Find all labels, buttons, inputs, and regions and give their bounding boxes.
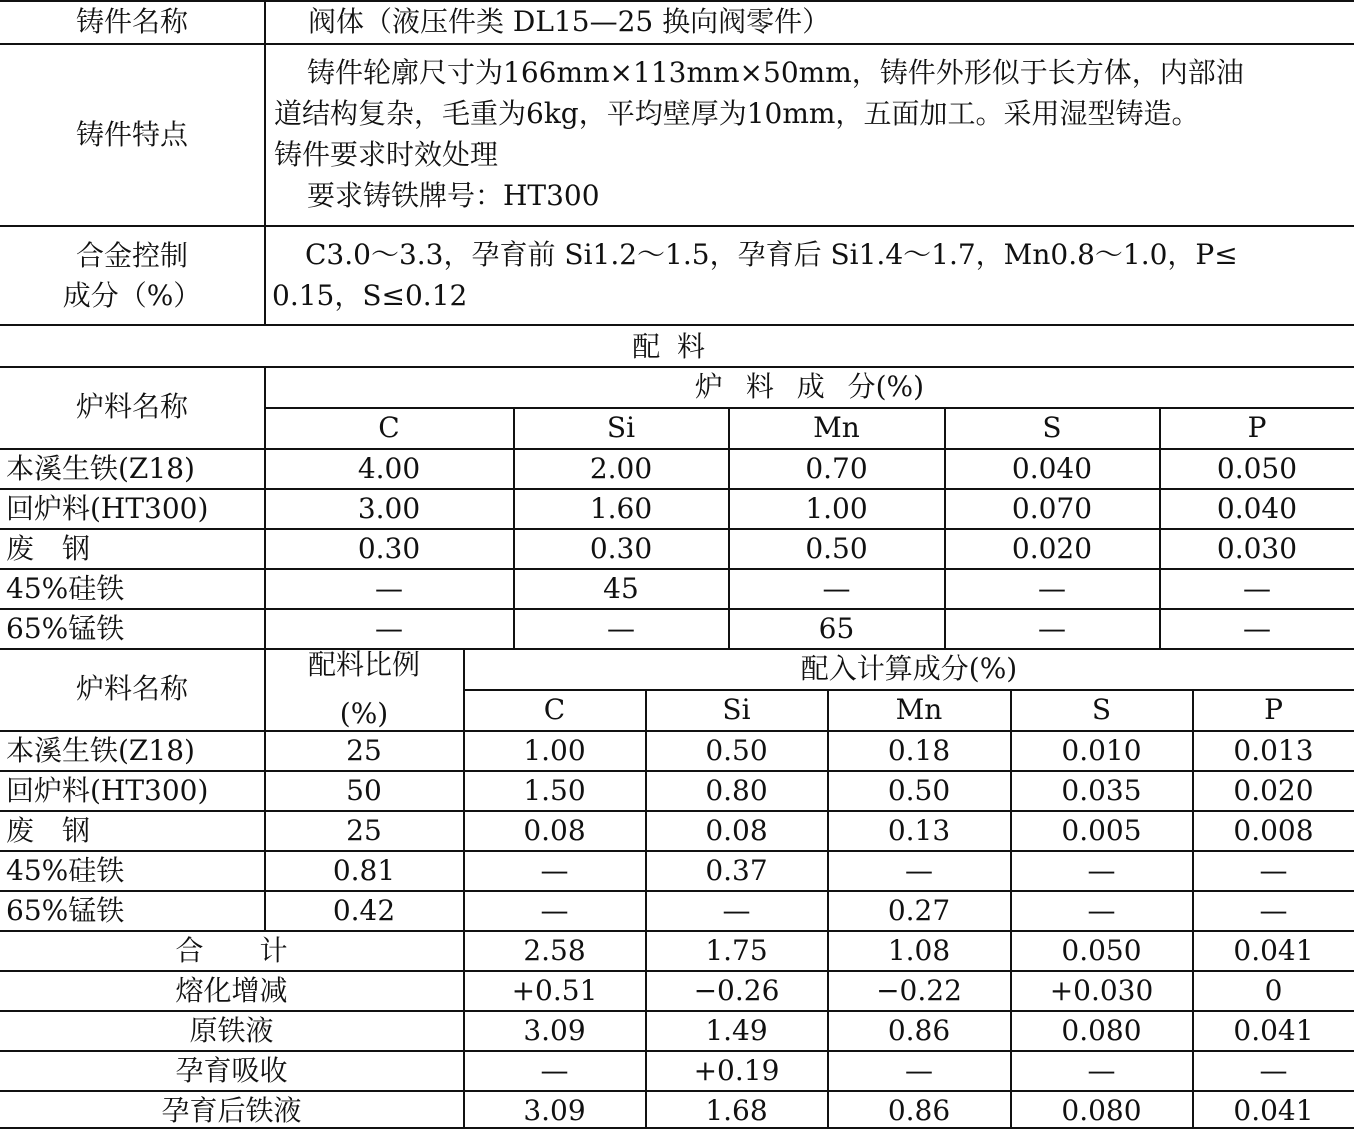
summary-row-label: 熔化增减 [175,974,288,1007]
rule-v [264,0,266,326]
calc-ratio-cell: 50 [346,774,382,807]
calc-cell: 0.013 [1233,734,1314,767]
summary-cell: 0.86 [887,1014,951,1047]
summary-cell: 0.041 [1233,1014,1314,1047]
calc-cell: 0.27 [887,894,951,927]
summary-cell: 0.050 [1061,934,1142,967]
summary-row-label: 孕育吸收 [175,1054,288,1087]
charge-cell: — [1038,572,1066,605]
summary-cell: +0.030 [1049,974,1154,1007]
rule [0,225,1354,227]
summary-cell: 3.09 [523,1014,586,1047]
ratio-header-line1: 配料比例 [307,648,420,681]
calc-col-header: Si [722,693,751,726]
charge-col-header: C [378,411,400,444]
calc-cell: 0.18 [887,734,951,767]
charge-cell: 2.00 [589,452,653,485]
charge-row-name: 45%硅铁 [6,572,125,605]
section-title: 配料 [632,330,722,363]
alloy-label-line2: 成分（%） [62,279,202,312]
alloy-line: C3.0～3.3，孕育前 Si1.2～1.5，孕育后 Si1.4～1.7，Mn0.8～1.0，P≤ [305,238,1238,271]
charge-cell: 0.70 [805,452,868,485]
charge-row-name: 回炉料(HT300) [6,492,209,525]
charge-cell: — [1038,612,1066,645]
charge-cell: 0.070 [1011,492,1093,525]
charge-col-header: Si [606,411,636,444]
ratio-header-line2: (%) [339,697,389,730]
charge-cell: — [375,612,403,645]
charge-cell: 65 [818,612,855,645]
rule [0,324,1354,326]
casting-name-label: 铸件名称 [75,5,188,38]
summary-cell: +0.51 [511,974,598,1007]
calc-cell: — [540,894,569,927]
calc-col-header: C [543,693,566,726]
charge-row-name: 废 钢 [6,532,91,565]
calc-cell: 0.010 [1061,734,1142,767]
charge-col-header: S [1042,411,1062,444]
summary-cell: 0.041 [1233,1094,1314,1127]
feature-line: 道结构复杂，毛重为6kg，平均壁厚为10mm，五面加工。采用湿型铸造。 [274,97,1200,130]
charge-cell: — [607,612,635,645]
calc-row-name: 回炉料(HT300) [6,774,209,807]
calc-cell: 0.08 [705,814,768,847]
summary-cell: — [905,1054,933,1087]
calc-cell: 1.00 [523,734,586,767]
calc-cell: — [722,894,751,927]
calc-cell: — [1259,894,1288,927]
charge-cell: — [822,572,851,605]
feature-line: 要求铸铁牌号：HT300 [307,179,600,212]
calc-row-name: 65%锰铁 [6,894,125,927]
charge-cell: 0.040 [1216,492,1298,525]
charge-cell: — [1243,612,1271,645]
charge-cell: 4.00 [357,452,421,485]
charge-cell: 0.020 [1011,532,1093,565]
summary-cell: −0.26 [693,974,780,1007]
calc-col-header: Mn [895,693,943,726]
summary-row-label: 合 计 [175,934,288,967]
charge-cell: 0.050 [1216,452,1298,485]
charge-cell: — [375,572,403,605]
calc-cell: — [540,854,569,887]
charge-cell: 45 [603,572,639,605]
casting-feature-label: 铸件特点 [75,118,188,151]
calc-name-header: 炉料名称 [75,672,188,705]
calc-cell: 0.008 [1233,814,1314,847]
summary-row-label: 孕育后铁液 [161,1094,302,1127]
calc-ratio-cell: 0.42 [332,894,396,927]
summary-cell: 1.68 [705,1094,768,1127]
casting-name-value: 阀体（液压件类 DL15—25 换向阀零件） [308,5,831,38]
calc-cell: 0.035 [1061,774,1142,807]
charge-cell: — [1243,572,1271,605]
calc-cell: — [1259,854,1288,887]
calc-cell: 0.08 [523,814,586,847]
charge-cell: 0.030 [1216,532,1298,565]
calc-cell: — [1087,854,1116,887]
summary-cell: 0.041 [1233,934,1314,967]
charge-cell: 0.040 [1011,452,1093,485]
calc-cell: 1.50 [523,774,586,807]
charge-col-header: P [1247,411,1267,444]
charge-row-name: 65%锰铁 [6,612,125,645]
summary-row-label: 原铁液 [189,1014,274,1047]
summary-cell: 1.49 [705,1014,768,1047]
calc-cell: 0.50 [705,734,768,767]
calc-col-header: P [1264,693,1283,726]
summary-cell: −0.22 [876,974,962,1007]
charge-cell: 1.00 [805,492,868,525]
calc-ratio-cell: 25 [346,814,382,847]
charge-cell: 1.60 [589,492,653,525]
charge-group-header: 炉 料 成 分(%) [694,370,925,403]
calc-col-header: S [1091,693,1112,726]
summary-cell: 0.080 [1061,1014,1142,1047]
charge-cell: 3.00 [357,492,421,525]
calc-cell: — [905,854,933,887]
summary-cell: 2.58 [523,934,586,967]
charge-cell: 0.30 [589,532,653,565]
rule [0,43,1354,45]
summary-cell: +0.19 [693,1054,780,1087]
summary-cell: 0 [1264,974,1283,1007]
calc-cell: 0.13 [887,814,951,847]
calc-cell: 0.005 [1061,814,1142,847]
feature-line: 铸件轮廓尺寸为166mm×113mm×50mm，铸件外形似于长方体，内部油 [307,56,1244,89]
summary-cell: 1.75 [705,934,768,967]
calc-cell: 0.80 [705,774,768,807]
summary-cell: — [540,1054,569,1087]
charge-row-name: 本溪生铁(Z18) [6,452,195,485]
alloy-text [272,234,1238,316]
calc-group-header: 配入计算成分(%) [800,652,1018,685]
calc-ratio-cell: 0.81 [332,854,396,887]
summary-cell: — [1259,1054,1288,1087]
calc-row-name: 本溪生铁(Z18) [6,734,195,767]
calc-cell: 0.37 [705,854,768,887]
alloy-line: 0.15，S≤0.12 [272,279,468,312]
charge-cell: 0.50 [805,532,868,565]
feature-line: 铸件要求时效处理 [274,138,499,171]
calc-ratio-cell: 25 [346,734,382,767]
calc-cell: 0.50 [887,774,951,807]
calc-row-name: 45%硅铁 [6,854,125,887]
charge-name-header: 炉料名称 [75,390,188,423]
summary-cell: — [1087,1054,1116,1087]
calc-cell: — [1087,894,1116,927]
calc-row-name: 废 钢 [6,814,91,847]
charge-col-header: Mn [813,411,860,444]
calc-cell: 0.020 [1233,774,1314,807]
summary-cell: 0.080 [1061,1094,1142,1127]
charge-cell: 0.30 [357,532,421,565]
summary-cell: 0.86 [887,1094,951,1127]
summary-cell: 1.08 [887,934,951,967]
alloy-label-line1: 合金控制 [75,239,188,272]
casting-feature-text [274,52,1244,216]
summary-cell: 3.09 [523,1094,586,1127]
